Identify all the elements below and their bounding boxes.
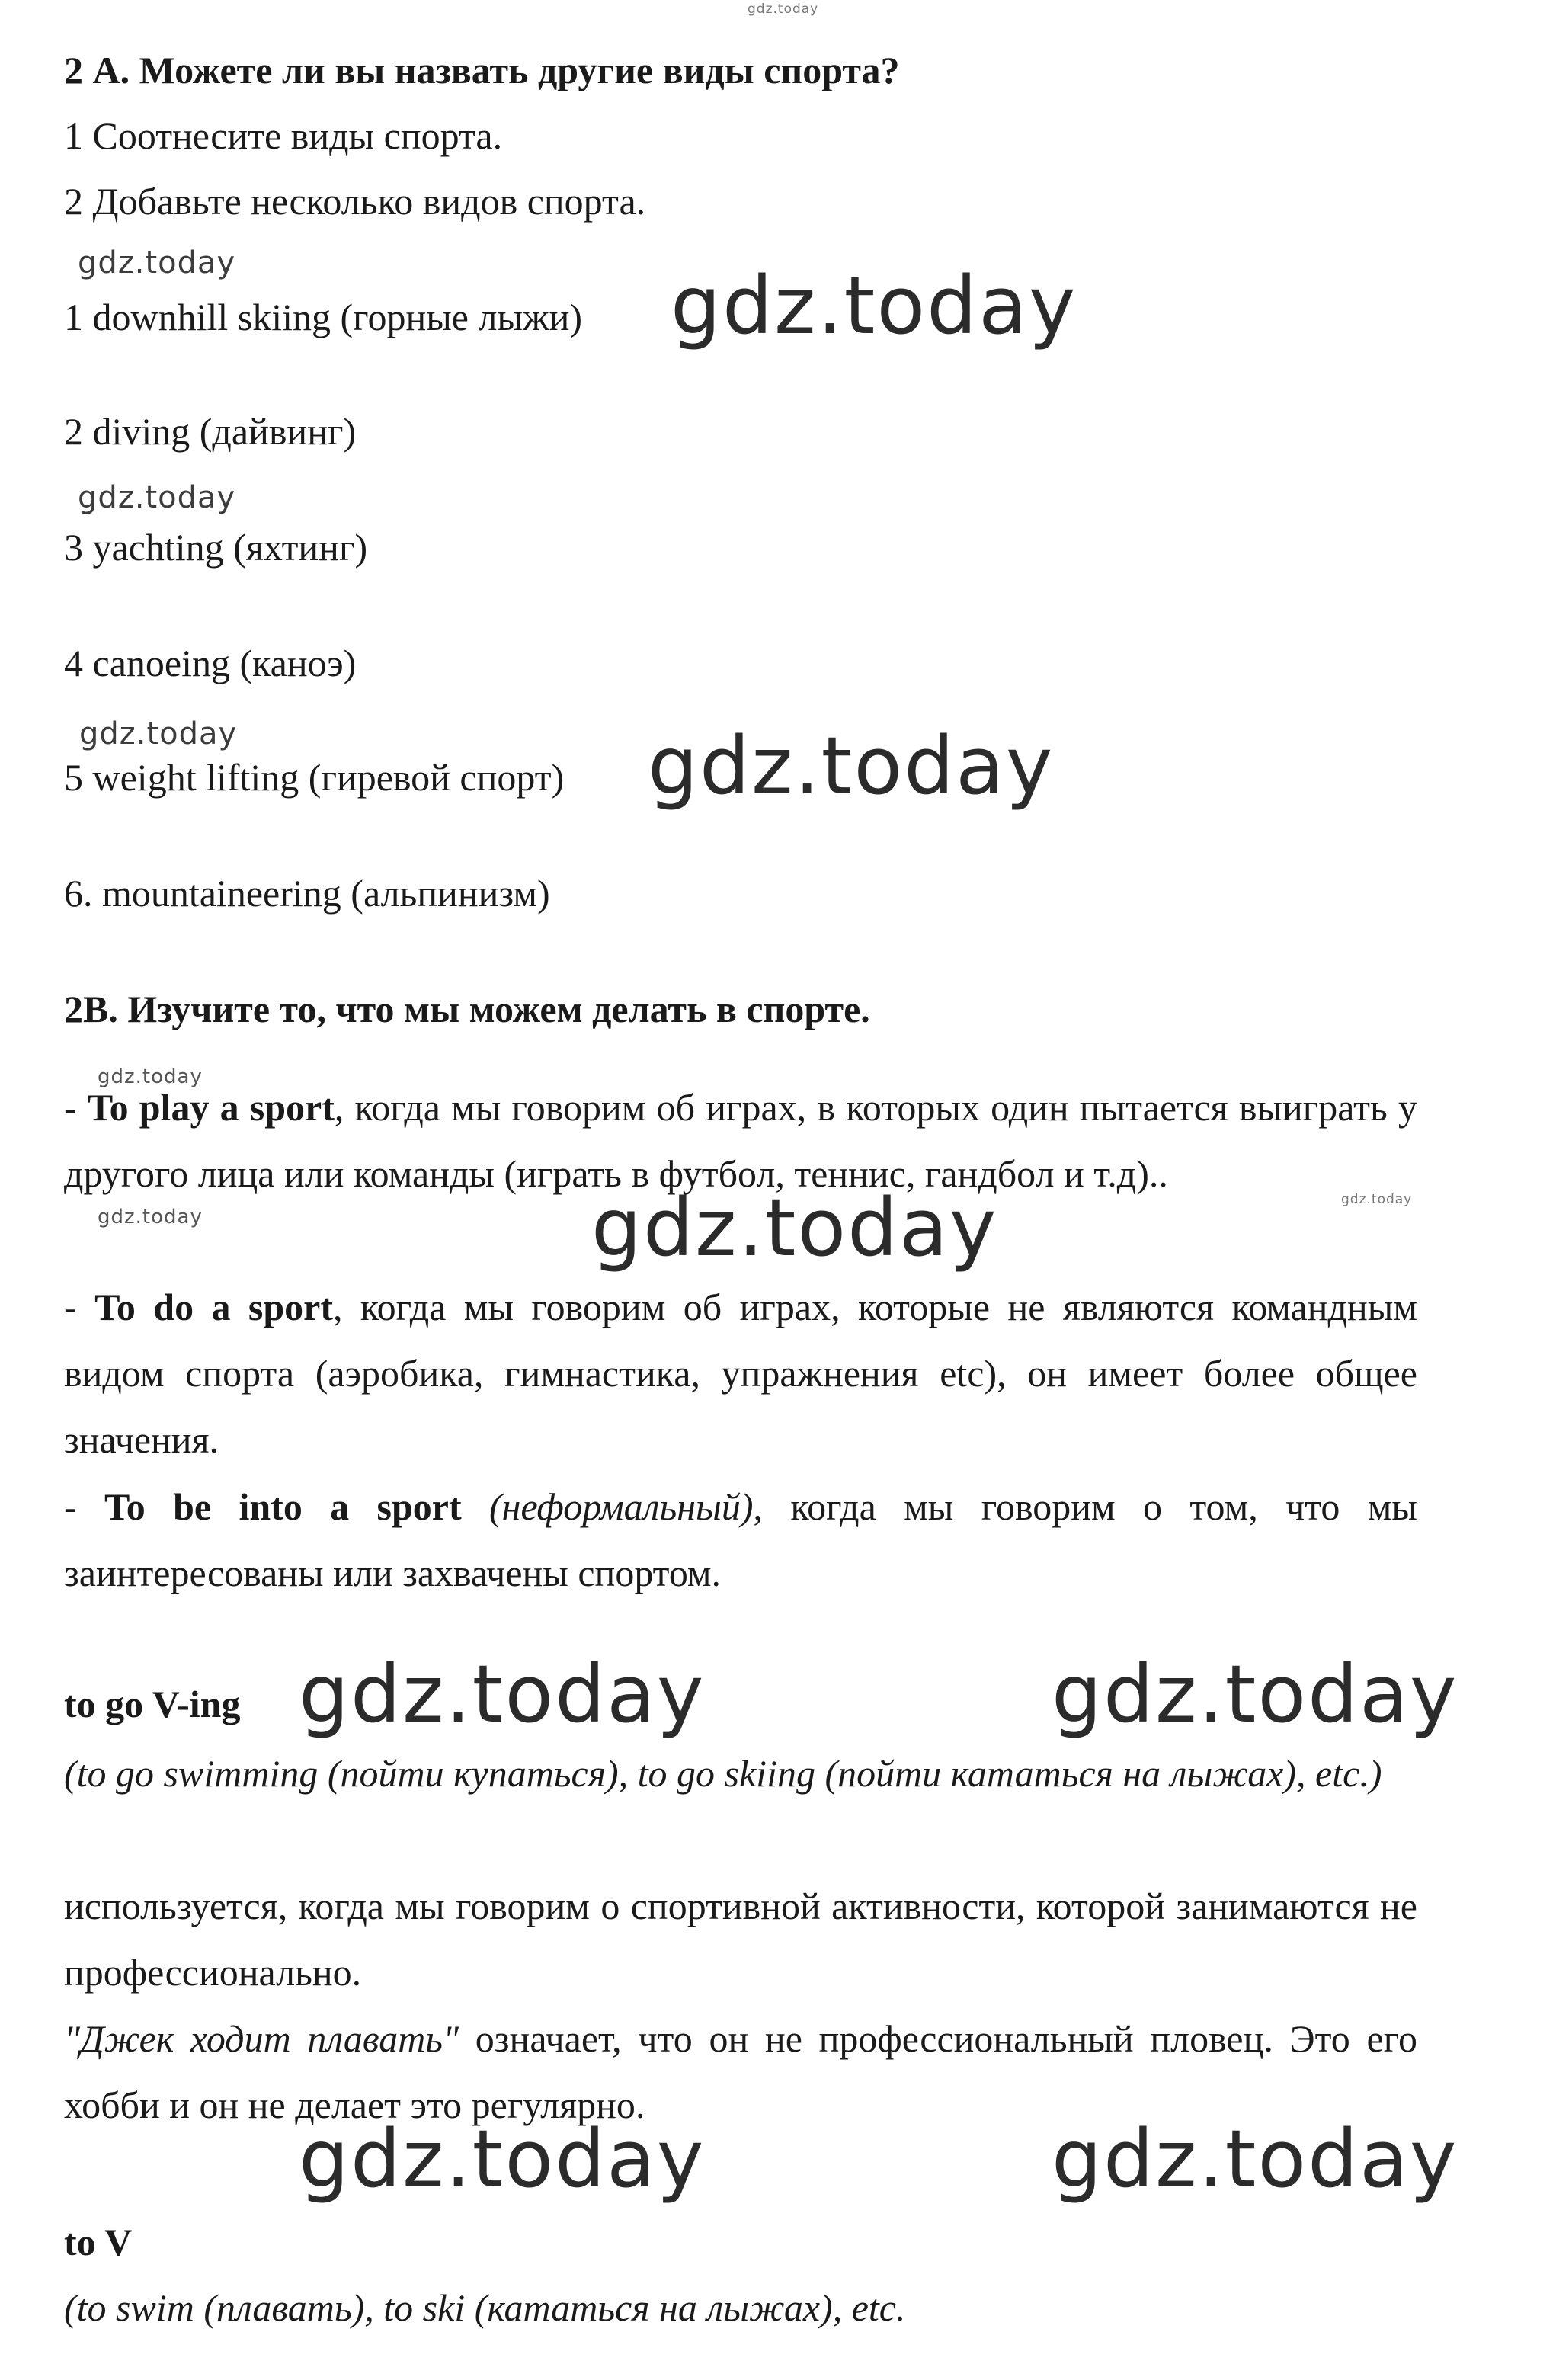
go-ving-usage: используется, когда мы говорим о спортивной активности, которой занимаются не профессионально. (64, 1885, 1417, 1994)
sport-item-2: 2 diving (дайвинг) (64, 410, 357, 453)
watermark: gdz.today (98, 1206, 203, 1228)
do-sport-term: To do a sport (94, 1286, 334, 1328)
sport-item-1: 1 downhill skiing (горные лыжи) (64, 296, 582, 338)
to-v-heading: to V (64, 2221, 133, 2263)
watermark-large: gdz.today (671, 259, 1077, 352)
watermark: gdz.today (98, 1065, 203, 1088)
do-sport-paragraph (64, 1274, 1417, 1473)
be-into-sport-note: (неформальный) (489, 1485, 754, 1528)
watermark: gdz.today (78, 245, 236, 280)
watermark-large: gdz.today (299, 2113, 706, 2205)
dash: - (64, 1086, 77, 1129)
task-2: 2 Добавьте несколько видов спорта. (64, 180, 646, 223)
quote: "Джек ходит плавать" (64, 2017, 459, 2060)
do-sport-text: , когда мы говорим об играх, которые не являются командным видом спорта (аэробика, гимнастика, упражнения etc), он имеет более общее значения. (64, 1286, 1417, 1461)
explanation: означает, что он не профессиональный пловец. Это его хобби и он не делает это регулярно. (64, 2017, 1418, 2126)
dash: - (64, 1485, 77, 1528)
task-1: 1 Соотнесите виды спорта. (64, 114, 503, 157)
be-into-sport-paragraph (64, 1474, 1417, 1606)
watermark-large: gdz.today (299, 1648, 706, 1741)
watermark-large: gdz.today (1052, 1648, 1458, 1741)
section-b-title: 2В. Изучите то, что мы можем делать в спорте. (64, 988, 870, 1030)
be-into-sport-term: To be into a sport (104, 1485, 462, 1528)
go-ving-examples: (to go swimming (пойти купаться), to go skiing (пойти кататься на лыжах), etc.) (64, 1752, 1382, 1795)
watermark-large: gdz.today (591, 1181, 998, 1274)
play-sport-term: To play a sport (87, 1086, 335, 1129)
play-sport-text: , когда мы говорим об играх, в которых один пытается выиграть у другого лица или команды (играть в футбол, теннис, гандбол и т.д).. (64, 1086, 1417, 1195)
go-ving-heading: to go V-ing (64, 1683, 241, 1725)
sport-item-4: 4 canoeing (каноэ) (64, 642, 357, 684)
sport-item-6: 6. mountaineering (альпинизм) (64, 872, 550, 915)
watermark-large: gdz.today (1052, 2113, 1458, 2205)
to-v-examples: (to swim (плавать), to ski (кататься на лыжах), etc. (64, 2286, 906, 2329)
section-a-title: 2 А. Можете ли вы назвать другие виды спорта? (64, 49, 900, 91)
watermark-large: gdz.today (648, 719, 1055, 812)
watermark: gdz.today (78, 480, 236, 515)
watermark-micro: gdz.today (1341, 1192, 1413, 1207)
dash: - (64, 1286, 77, 1328)
be-into-sport-text: , когда мы говорим о том, что мы заинтересованы или захвачены спортом. (64, 1485, 1418, 1594)
watermark: gdz.today (79, 716, 238, 751)
sport-item-3: 3 yachting (яхтинг) (64, 526, 368, 569)
sport-item-5: 5 weight lifting (гиревой спорт) (64, 756, 565, 799)
watermark-top: gdz.today (748, 2, 819, 17)
